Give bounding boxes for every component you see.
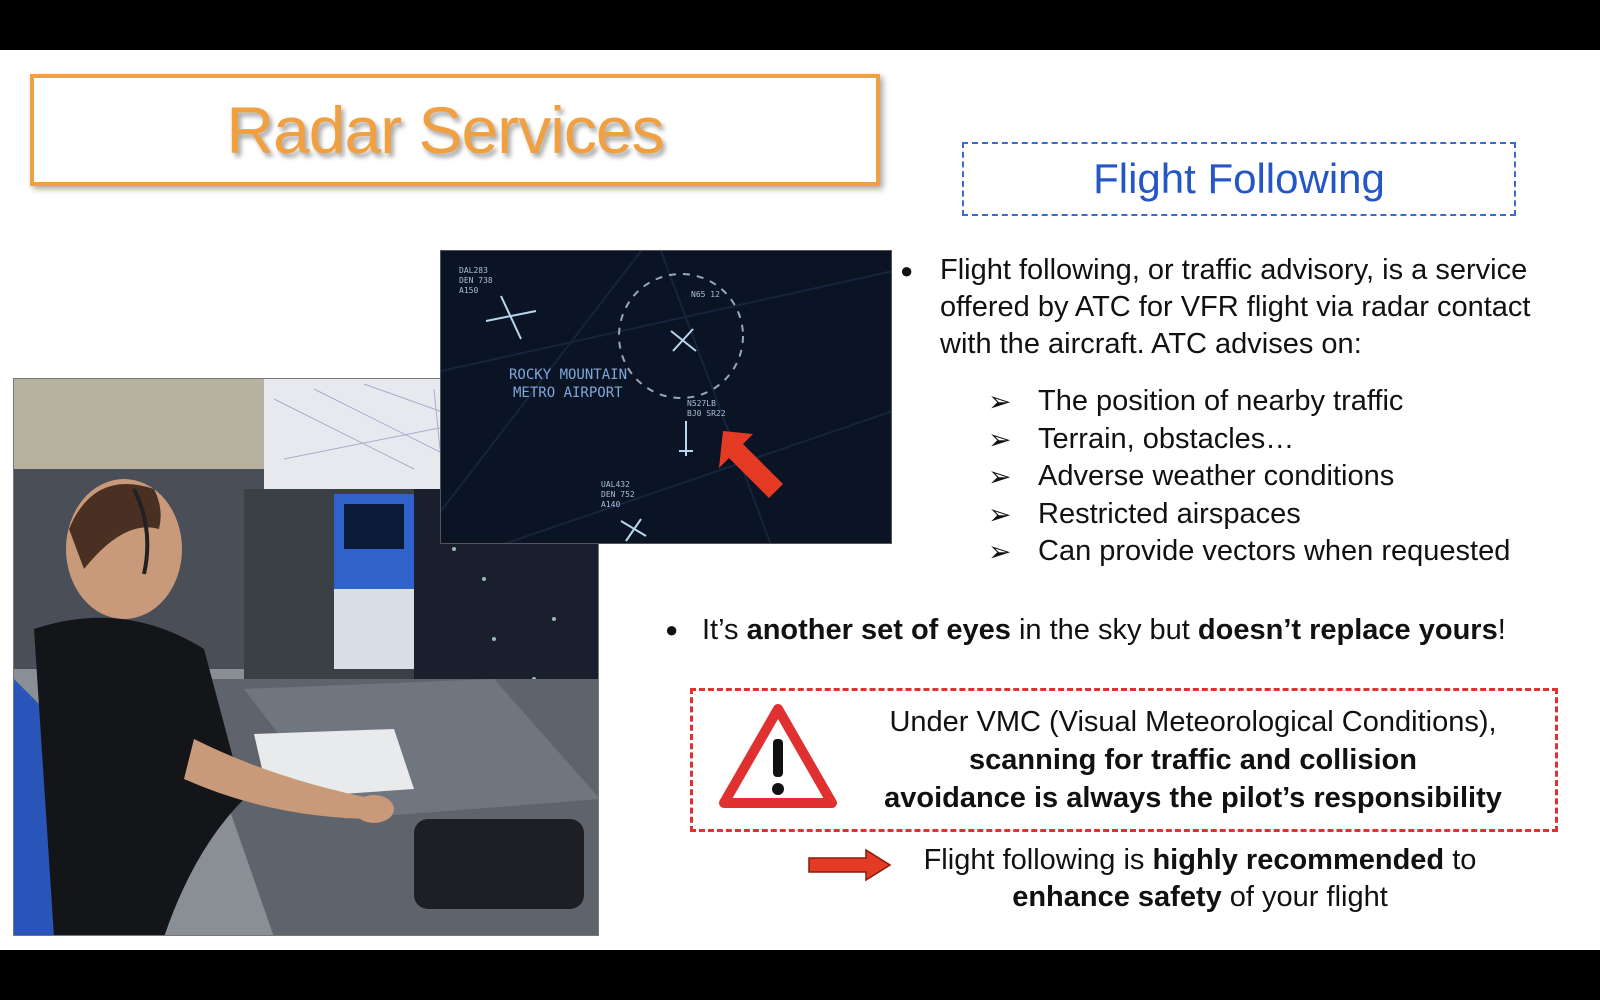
list-item — [988, 458, 1590, 496]
conclusion-line2: enhance safety of your flight — [1012, 881, 1388, 913]
radar-tag4-line1: UAL432 — [601, 480, 630, 489]
list-item-text: The position of nearby traffic — [1038, 385, 1404, 417]
radar-tag1-line1: DAL283 — [459, 266, 488, 275]
radar-tag3-line2: BJ0 SR22 — [687, 409, 726, 418]
bullet-dot-icon: ● — [665, 617, 679, 642]
warning-line1: Under VMC (Visual Meteorological Conditions), — [889, 706, 1497, 738]
bullet-dot-icon: ● — [900, 258, 914, 283]
conclusion-line1: Flight following is highly recommended to — [923, 844, 1477, 876]
advises-list — [988, 383, 1590, 571]
radar-airport-line2: METRO AIRPORT — [513, 385, 623, 401]
radar-tag3-line1: N527LB — [687, 399, 716, 408]
intro-bullet — [900, 252, 1590, 363]
radar-airport-line1: ROCKY MOUNTAIN — [509, 367, 628, 383]
list-item-text: Adverse weather conditions — [1038, 460, 1395, 492]
conclusion-text — [900, 842, 1500, 916]
warning-line3: avoidance is always the pilot’s responsibility — [884, 782, 1502, 814]
slide — [0, 50, 1600, 950]
warning-box — [690, 688, 1558, 832]
arrowhead-bullet-icon: ➢ — [988, 461, 1012, 492]
warning-text — [843, 703, 1543, 817]
arrowhead-bullet-icon: ➢ — [988, 386, 1012, 417]
subtitle-box — [962, 142, 1516, 216]
warning-line2: scanning for traffic and collision — [969, 744, 1417, 776]
radar-tag1-line3: A150 — [459, 286, 479, 295]
eyes-bullet — [665, 612, 1595, 648]
intro-text: Flight following, or traffic advisory, is a service offered by ATC for VFR flight via radar contact with the aircraft. ATC advises on: — [940, 254, 1531, 360]
arrowhead-bullet-icon: ➢ — [988, 498, 1012, 530]
radar-scope-image — [440, 250, 892, 544]
list-item-text: Restricted airspaces — [1038, 497, 1301, 530]
arrowhead-bullet-icon: ➢ — [988, 423, 1012, 455]
list-item — [988, 421, 1590, 459]
radar-tag4-line3: A140 — [601, 500, 621, 509]
radar-tag2: N65 12 — [691, 290, 720, 299]
title-box — [30, 74, 880, 186]
list-item-text: Can provide vectors when requested — [1038, 535, 1511, 567]
arrowhead-bullet-icon: ➢ — [988, 536, 1012, 567]
list-item — [988, 496, 1590, 534]
radar-tag1-line2: DEN 738 — [459, 276, 493, 285]
flight-following-description — [900, 252, 1590, 571]
slide-title: Radar Services — [226, 93, 664, 167]
list-item — [988, 383, 1590, 421]
eyes-text: It’s another set of eyes in the sky but doesn’t replace yours! — [702, 614, 1506, 646]
red-arrow-icon — [808, 848, 892, 882]
warning-triangle-icon — [718, 703, 838, 811]
list-item-text: Terrain, obstacles… — [1038, 422, 1295, 455]
list-item — [988, 533, 1590, 571]
slide-subtitle: Flight Following — [1093, 155, 1385, 202]
radar-tag4-line2: DEN 752 — [601, 490, 635, 499]
